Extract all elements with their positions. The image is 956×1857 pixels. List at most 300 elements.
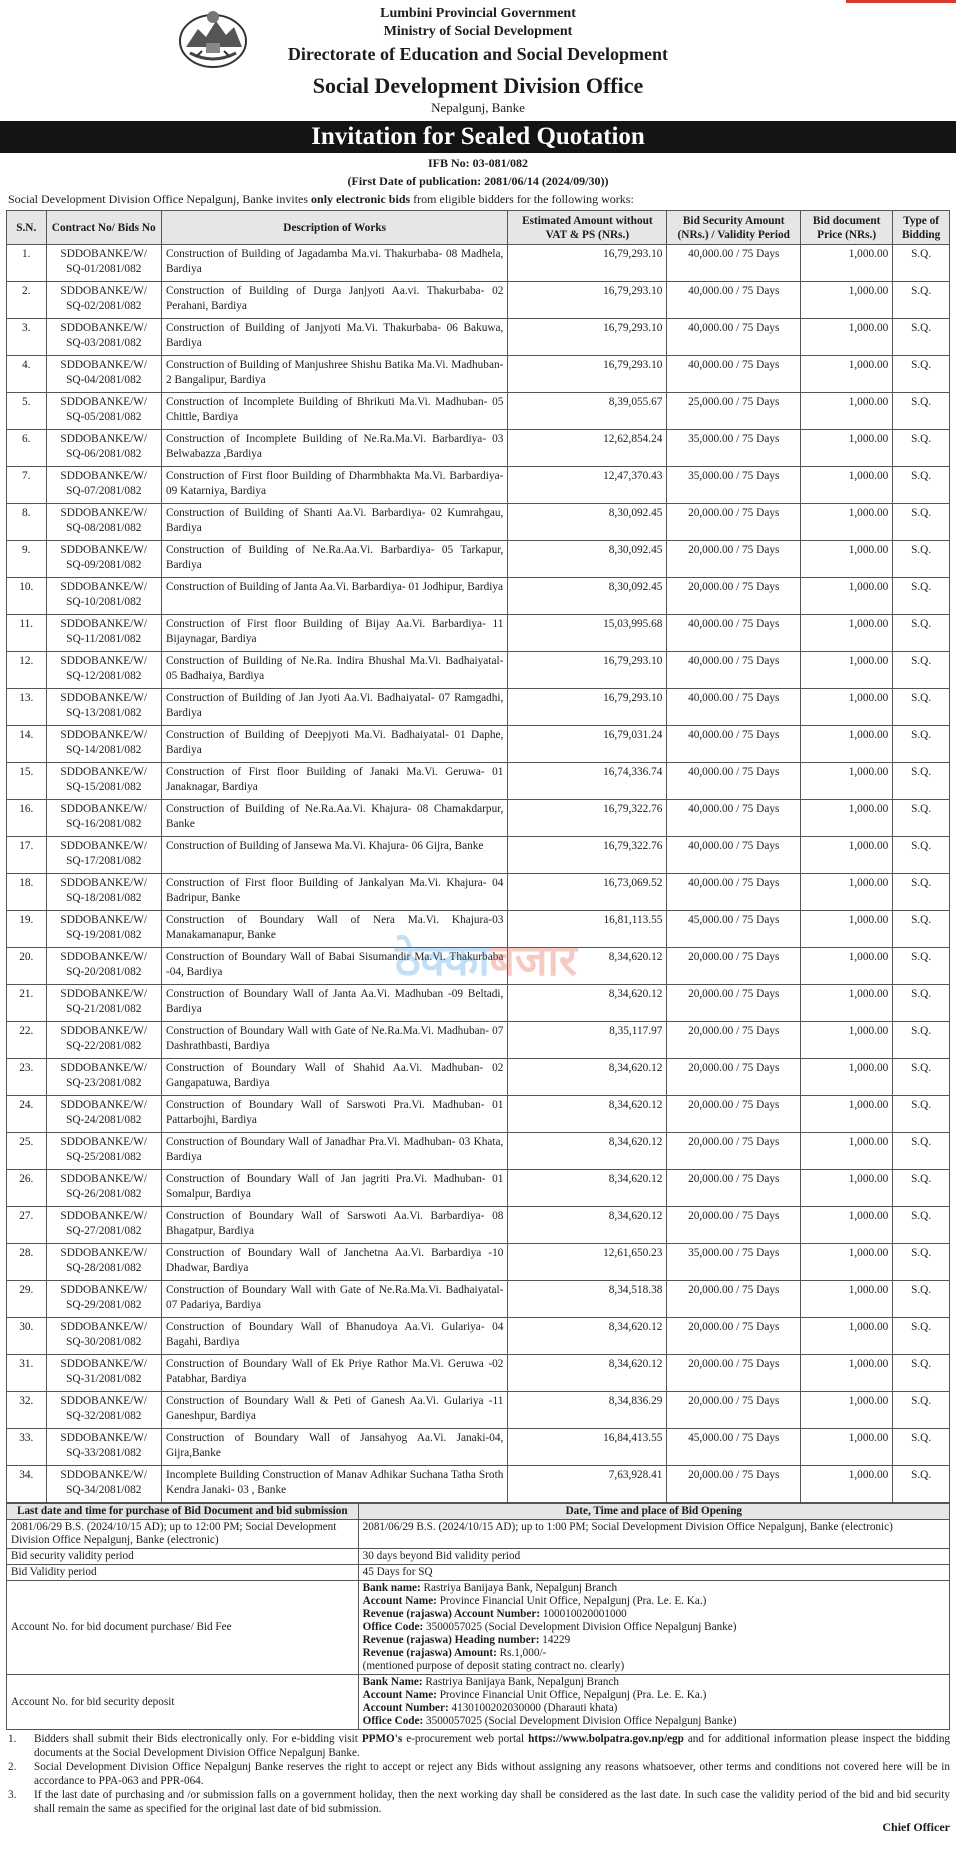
cell-amt: 8,39,055.67 [508,393,667,430]
intro-post: from eligible bidders for the following works: [410,192,634,206]
note-text [34,1732,950,1760]
table-row [7,467,950,504]
provincial-government: Lumbini Provincial Government [380,6,576,21]
cell-amt: 16,79,293.10 [508,356,667,393]
egp-link[interactable]: https://www.bolpatra.gov.np/egp [528,1733,684,1745]
account-line [363,1715,945,1728]
cell-desc: Construction of First floor Building of Janaki Ma.Vi. Geruwa- 01 Janaknagar, Bardiya [161,763,507,800]
cell-no: SDDOBANKE/W/ SQ-18/2081/082 [46,874,161,911]
cell-type: S.Q. [893,1244,950,1281]
cell-no: SDDOBANKE/W/ SQ-09/2081/082 [46,541,161,578]
cell-type: S.Q. [893,393,950,430]
cell-desc: Construction of Building of Shanti Aa.Vi. Barbardiya- 02 Kumrahgau, Bardiya [161,504,507,541]
cell-sn: 29. [7,1281,47,1318]
cell-price: 1,000.00 [801,726,893,763]
account-line-value: Rs.1,000/- [496,1647,547,1659]
cell-price: 1,000.00 [801,689,893,726]
cell-type: S.Q. [893,1059,950,1096]
cell-sn: 13. [7,689,47,726]
cell-sec: 20,000.00 / 75 Days [667,1133,801,1170]
cell-desc: Construction of Boundary Wall of Jansahyog Aa.Vi. Janaki-04, Gijra,Banke [161,1429,507,1466]
cell-sec: 40,000.00 / 75 Days [667,763,801,800]
cell-type: S.Q. [893,874,950,911]
note-fragment: Bidders shall submit their Bids electronically only. For e-bidding visit [34,1733,362,1745]
security-account-label: Account No. for bid security deposit [7,1675,359,1730]
table-row [7,1281,950,1318]
cell-desc: Construction of Building of Deepjyoti Ma.Vi. Badhaiyatal- 01 Daphe, Bardiya [161,726,507,763]
table-row [7,1466,950,1503]
cell-price: 1,000.00 [801,430,893,467]
cell-type: S.Q. [893,578,950,615]
account-line [363,1676,945,1689]
table-row [7,985,950,1022]
cell-price: 1,000.00 [801,467,893,504]
cell-amt: 8,34,836.29 [508,1392,667,1429]
office-name: Social Development Division Office [312,73,644,98]
cell-price: 1,000.00 [801,1170,893,1207]
cell-sec: 25,000.00 / 75 Days [667,393,801,430]
cell-sn: 31. [7,1355,47,1392]
account-line-key: Revenue (rajaswa) Amount: [362,1647,497,1659]
cell-amt: 16,84,413.55 [508,1429,667,1466]
cell-desc: Construction of Building of Manjushree Shishu Batika Ma.Vi. Madhuban- 2 Bangalipur, Bardiya [161,356,507,393]
cell-no: SDDOBANKE/W/ SQ-17/2081/082 [46,837,161,874]
account-line [363,1608,945,1621]
account-line-value: 100010020001000 [540,1608,627,1620]
cell-type: S.Q. [893,652,950,689]
ministry-name: Ministry of Social Development [383,24,573,39]
cell-price: 1,000.00 [801,763,893,800]
cell-price: 1,000.00 [801,1281,893,1318]
table-row [7,1355,950,1392]
submission-header: Last date and time for purchase of Bid Document and bid submission [7,1504,359,1520]
cell-type: S.Q. [893,911,950,948]
cell-amt: 8,34,620.12 [508,1059,667,1096]
table-row [7,1059,950,1096]
cell-price: 1,000.00 [801,356,893,393]
cell-amt: 16,79,031.24 [508,726,667,763]
cell-sec: 40,000.00 / 75 Days [667,282,801,319]
cell-amt: 16,79,293.10 [508,319,667,356]
table-row [7,1244,950,1281]
cell-sn: 7. [7,467,47,504]
cell-desc: Construction of Building of Jagadamba Ma.vi. Thakurbaba- 08 Madhela, Bardiya [161,245,507,282]
table-row [7,837,950,874]
header [6,0,950,121]
cell-price: 1,000.00 [801,874,893,911]
col-header: Type of Bidding [893,211,950,245]
cell-price: 1,000.00 [801,1133,893,1170]
cell-sec: 20,000.00 / 75 Days [667,504,801,541]
cell-sec: 35,000.00 / 75 Days [667,467,801,504]
cell-sec: 40,000.00 / 75 Days [667,874,801,911]
info-row [7,1520,950,1549]
table-row [7,282,950,319]
table-row [7,1133,950,1170]
table-row [7,652,950,689]
cell-type: S.Q. [893,430,950,467]
cell-desc: Construction of Boundary Wall with Gate of Ne.Ra.Ma.Vi. Badhaiyatal- 07 Padariya, Bardiya [161,1281,507,1318]
cell-sn: 32. [7,1392,47,1429]
cell-sn: 28. [7,1244,47,1281]
cell-amt: 16,79,293.10 [508,689,667,726]
note-text [34,1760,950,1788]
col-header: Description of Works [161,211,507,245]
cell-no: SDDOBANKE/W/ SQ-28/2081/082 [46,1244,161,1281]
intro-pre: Social Development Division Office Nepalgunj, Banke invites [8,192,312,206]
cell-sec: 40,000.00 / 75 Days [667,319,801,356]
table-row [7,1170,950,1207]
cell-sn: 11. [7,615,47,652]
notes-list [6,1732,950,1816]
cell-type: S.Q. [893,504,950,541]
table-row [7,504,950,541]
table-row [7,1392,950,1429]
cell-no: SDDOBANKE/W/ SQ-04/2081/082 [46,356,161,393]
table-row [7,1429,950,1466]
submission-deadline: 2081/06/29 B.S. (2024/10/15 AD); up to 12:00 PM; Social Development Division Office Nepalgunj, Banke (electronic) [7,1520,359,1549]
cell-desc: Incomplete Building Construction of Manav Adhikar Suchana Tatha Sroth Kendra Janaki- 03 , Banke [161,1466,507,1503]
cell-price: 1,000.00 [801,541,893,578]
cell-price: 1,000.00 [801,1355,893,1392]
cell-type: S.Q. [893,1096,950,1133]
cell-no: SDDOBANKE/W/ SQ-13/2081/082 [46,689,161,726]
cell-type: S.Q. [893,1170,950,1207]
cell-type: S.Q. [893,1133,950,1170]
cell-amt: 8,34,620.12 [508,1355,667,1392]
cell-price: 1,000.00 [801,615,893,652]
cell-no: SDDOBANKE/W/ SQ-23/2081/082 [46,1059,161,1096]
cell-sec: 20,000.00 / 75 Days [667,948,801,985]
col-header: Bid Security Amount (NRs.) / Validity Period [667,211,801,245]
cell-amt: 8,34,620.12 [508,1096,667,1133]
cell-amt: 16,79,293.10 [508,652,667,689]
account-line-key: Account Number: [362,1702,449,1714]
cell-price: 1,000.00 [801,1096,893,1133]
cell-amt: 16,79,293.10 [508,245,667,282]
cell-desc: Construction of Boundary Wall of Janta Aa.Vi. Madhuban -09 Beltadi, Bardiya [161,985,507,1022]
cell-desc: Construction of Building of Ne.Ra.Aa.Vi. Barbardiya- 05 Tarkapur, Bardiya [161,541,507,578]
cell-sn: 6. [7,430,47,467]
security-account-details [358,1675,949,1730]
cell-sec: 20,000.00 / 75 Days [667,1022,801,1059]
cell-desc: Construction of Boundary Wall of Ek Priye Rathor Ma.Vi. Geruwa -02 Patabhar, Bardiya [161,1355,507,1392]
account-line-value: Province Financial Unit Office, Nepalgunj (Pra. Le. E. Ka.) [436,1595,707,1607]
account-line [363,1634,945,1647]
cell-desc: Construction of Boundary Wall & Peti of Ganesh Aa.Vi. Gulariya -11 Ganeshpur, Bardiya [161,1392,507,1429]
cell-desc: Construction of Boundary Wall of Sarswoti Aa.Vi. Barbardiya- 08 Bhagatpur, Bardiya [161,1207,507,1244]
cell-sn: 33. [7,1429,47,1466]
cell-type: S.Q. [893,985,950,1022]
cell-sn: 16. [7,800,47,837]
cell-desc: Construction of Boundary Wall of Shahid Aa.Vi. Madhuban- 02 Gangapatuwa, Bardiya [161,1059,507,1096]
cell-price: 1,000.00 [801,837,893,874]
cell-amt: 8,34,620.12 [508,1207,667,1244]
cell-no: SDDOBANKE/W/ SQ-10/2081/082 [46,578,161,615]
table-row [7,541,950,578]
cell-price: 1,000.00 [801,652,893,689]
cell-no: SDDOBANKE/W/ SQ-22/2081/082 [46,1022,161,1059]
cell-sn: 8. [7,504,47,541]
account-line-value: (mentioned purpose of deposit stating contract no. clearly) [362,1660,625,1672]
cell-amt: 12,62,854.24 [508,430,667,467]
cell-sn: 18. [7,874,47,911]
table-row [7,319,950,356]
table-row [7,726,950,763]
cell-desc: Construction of Boundary Wall of Janchetna Aa.Vi. Barbardiya -10 Dhadwar, Bardiya [161,1244,507,1281]
cell-sn: 15. [7,763,47,800]
cell-amt: 8,34,620.12 [508,985,667,1022]
cell-desc: Construction of Boundary Wall of Sarswoti Pra.Vi. Madhuban- 01 Pattarbojhi, Bardiya [161,1096,507,1133]
cell-type: S.Q. [893,615,950,652]
cell-desc: Construction of Building of Ne.Ra.Aa.Vi. Khajura- 08 Chamakdarpur, Banke [161,800,507,837]
cell-sn: 21. [7,985,47,1022]
table-row [7,763,950,800]
signature: Chief Officer [882,1820,950,1834]
doc-account-details [358,1581,949,1675]
cell-price: 1,000.00 [801,1059,893,1096]
cell-amt: 16,74,336.74 [508,763,667,800]
security-validity-label: Bid security validity period [7,1549,359,1565]
watermark-part1: ठेक्का [395,935,490,986]
cell-sec: 40,000.00 / 75 Days [667,800,801,837]
cell-type: S.Q. [893,319,950,356]
cell-amt: 8,34,620.12 [508,1133,667,1170]
cell-amt: 8,34,620.12 [508,948,667,985]
cell-desc: Construction of Building of Janta Aa.Vi. Barbardiya- 01 Jodhipur, Bardiya [161,578,507,615]
cell-desc: Construction of Building of Durga Janjyoti Aa.vi. Thakurbaba- 02 Perahani, Bardiya [161,282,507,319]
cell-no: SDDOBANKE/W/ SQ-07/2081/082 [46,467,161,504]
cell-sec: 20,000.00 / 75 Days [667,1096,801,1133]
cell-no: SDDOBANKE/W/ SQ-14/2081/082 [46,726,161,763]
info-row [7,1565,950,1581]
cell-sn: 34. [7,1466,47,1503]
cell-sn: 27. [7,1207,47,1244]
cell-no: SDDOBANKE/W/ SQ-16/2081/082 [46,800,161,837]
cell-sec: 20,000.00 / 75 Days [667,541,801,578]
security-validity-value: 30 days beyond Bid validity period [358,1549,949,1565]
cell-desc: Construction of Boundary Wall of Janadhar Pra.Vi. Madhuban- 03 Khata, Bardiya [161,1133,507,1170]
cell-type: S.Q. [893,726,950,763]
col-header: Bid document Price (NRs.) [801,211,893,245]
table-row [7,911,950,948]
cell-no: SDDOBANKE/W/ SQ-30/2081/082 [46,1318,161,1355]
cell-no: SDDOBANKE/W/ SQ-31/2081/082 [46,1355,161,1392]
publication-date: (First Date of publication: 2081/06/14 (2024/09/30)) [347,174,609,188]
cell-amt: 8,30,092.45 [508,541,667,578]
cell-desc: Construction of Boundary Wall of Bhanudoya Aa.Vi. Gulariya- 04 Bagahi, Bardiya [161,1318,507,1355]
account-line-key: Account Name: [362,1689,437,1701]
cell-no: SDDOBANKE/W/ SQ-34/2081/082 [46,1466,161,1503]
cell-price: 1,000.00 [801,282,893,319]
cell-type: S.Q. [893,763,950,800]
account-line-key: Revenue (rajaswa) Account Number: [362,1608,541,1620]
account-line-key: Revenue (rajaswa) Heading number: [362,1634,540,1646]
note-fragment: PPMO's [361,1733,403,1745]
cell-sec: 20,000.00 / 75 Days [667,985,801,1022]
info-row [7,1675,950,1730]
cell-sec: 40,000.00 / 75 Days [667,689,801,726]
cell-price: 1,000.00 [801,245,893,282]
cell-no: SDDOBANKE/W/ SQ-08/2081/082 [46,504,161,541]
cell-price: 1,000.00 [801,1466,893,1503]
cell-sec: 40,000.00 / 75 Days [667,726,801,763]
cell-price: 1,000.00 [801,393,893,430]
table-row [7,1318,950,1355]
cell-amt: 16,79,322.76 [508,800,667,837]
cell-no: SDDOBANKE/W/ SQ-05/2081/082 [46,393,161,430]
account-line-value: 4130100202030000 (Dharauti khata) [448,1702,618,1714]
cell-sec: 20,000.00 / 75 Days [667,1318,801,1355]
account-line-key: Bank Name: [362,1676,423,1688]
cell-price: 1,000.00 [801,1022,893,1059]
cell-amt: 8,30,092.45 [508,578,667,615]
account-line [363,1689,945,1702]
table-row [7,689,950,726]
cell-desc: Construction of Incomplete Building of Bhrikuti Ma.Vi. Madhuban- 05 Chittle, Bardiya [161,393,507,430]
cell-sec: 20,000.00 / 75 Days [667,1466,801,1503]
account-line-value: Province Financial Unit Office, Nepalgunj (Pra. Le. E. Ka.) [436,1689,707,1701]
opening-time: 2081/06/29 B.S. (2024/10/15 AD); up to 1:00 PM; Social Development Division Office Nepalgunj, Banke (electronic) [358,1520,949,1549]
cell-sn: 22. [7,1022,47,1059]
table-row [7,1022,950,1059]
intro-bold: only electronic bids [311,192,411,206]
col-header: S.N. [7,211,47,245]
cell-desc: Construction of Building of Ne.Ra. Indira Bhushal Ma.Vi. Badhaiyatal- 05 Badhaiya, Bardiya [161,652,507,689]
note-fragment: and for additional information please inspect the bidding documents at the Social Development Division Office Nepalgunj Banke. [34,1733,951,1759]
cell-type: S.Q. [893,356,950,393]
cell-no: SDDOBANKE/W/ SQ-06/2081/082 [46,430,161,467]
cell-price: 1,000.00 [801,578,893,615]
cell-type: S.Q. [893,1466,950,1503]
table-row [7,615,950,652]
cell-type: S.Q. [893,837,950,874]
note-fragment: Social Development Division Office Nepalgunj Banke reserves the right to accept or reject any Bids without assigning any reasons whatsoever, other terms and conditions not covered here will be in accordance to PPA-063 and PPR-064. [34,1761,950,1787]
cell-no: SDDOBANKE/W/ SQ-32/2081/082 [46,1392,161,1429]
table-row [7,245,950,282]
col-header: Estimated Amount without VAT & PS (NRs.) [508,211,667,245]
table-row [7,874,950,911]
table-row [7,356,950,393]
cell-sec: 40,000.00 / 75 Days [667,615,801,652]
cell-price: 1,000.00 [801,948,893,985]
cell-price: 1,000.00 [801,985,893,1022]
cell-sn: 30. [7,1318,47,1355]
cell-no: SDDOBANKE/W/ SQ-25/2081/082 [46,1133,161,1170]
cell-sec: 45,000.00 / 75 Days [667,1429,801,1466]
cell-sn: 26. [7,1170,47,1207]
cell-sn: 10. [7,578,47,615]
table-header-row [7,211,950,245]
cell-amt: 12,47,370.43 [508,467,667,504]
cell-no: SDDOBANKE/W/ SQ-20/2081/082 [46,948,161,985]
note-number: 1. [8,1733,17,1745]
doc-account-label: Account No. for bid document purchase/ Bid Fee [7,1581,359,1675]
cell-price: 1,000.00 [801,1244,893,1281]
cell-amt: 8,34,518.38 [508,1281,667,1318]
cell-sec: 20,000.00 / 75 Days [667,1207,801,1244]
info-row [7,1581,950,1675]
cell-sn: 3. [7,319,47,356]
cell-type: S.Q. [893,1318,950,1355]
cell-no: SDDOBANKE/W/ SQ-11/2081/082 [46,615,161,652]
account-line [363,1621,945,1634]
cell-sec: 20,000.00 / 75 Days [667,1281,801,1318]
cell-desc: Construction of Building of Jansewa Ma.Vi. Khajura- 06 Gijra, Banke [161,837,507,874]
bid-validity-label: Bid Validity period [7,1565,359,1581]
account-line-key: Office Code: [362,1715,424,1727]
account-line-key: Bank name: [362,1582,421,1594]
table-row [7,430,950,467]
cell-amt: 16,79,293.10 [508,282,667,319]
note-text [34,1788,950,1816]
cell-sn: 4. [7,356,47,393]
cell-sec: 35,000.00 / 75 Days [667,1244,801,1281]
cell-no: SDDOBANKE/W/ SQ-29/2081/082 [46,1281,161,1318]
cell-price: 1,000.00 [801,1392,893,1429]
table-row [7,1207,950,1244]
note-fragment: If the last date of purchasing and /or submission falls on a government holiday, then the next working day shall be considered as the last date. In such case the validity period of the bid and bid security shall remain the same as specified for the original last date of bid submission. [34,1789,950,1815]
cell-sn: 20. [7,948,47,985]
account-line-value: 3500057025 (Social Development Division Office Nepalgunj Banke) [423,1621,737,1633]
opening-header: Date, Time and place of Bid Opening [358,1504,949,1520]
cell-type: S.Q. [893,1392,950,1429]
cell-sn: 1. [7,245,47,282]
page-title: Invitation for Sealed Quotation [0,121,956,153]
cell-type: S.Q. [893,689,950,726]
cell-sec: 20,000.00 / 75 Days [667,1059,801,1096]
cell-amt: 12,61,650.23 [508,1244,667,1281]
cell-no: SDDOBANKE/W/ SQ-02/2081/082 [46,282,161,319]
intro-text [8,192,950,207]
cell-desc: Construction of Incomplete Building of Ne.Ra.Ma.Vi. Barbardiya- 03 Belwabazza ,Bardiya [161,430,507,467]
cell-sec: 20,000.00 / 75 Days [667,1170,801,1207]
note-item [6,1788,950,1816]
bid-validity-value: 45 Days for SQ [358,1565,949,1581]
cell-type: S.Q. [893,541,950,578]
cell-no: SDDOBANKE/W/ SQ-24/2081/082 [46,1096,161,1133]
office-location: Nepalgunj, Banke [431,100,525,115]
cell-type: S.Q. [893,282,950,319]
watermark-part2: बजार [489,935,577,986]
works-table [6,210,950,1503]
cell-price: 1,000.00 [801,504,893,541]
info-header-row [7,1504,950,1520]
cell-amt: 8,34,620.12 [508,1170,667,1207]
cell-sn: 5. [7,393,47,430]
note-number: 2. [8,1761,17,1773]
cell-price: 1,000.00 [801,319,893,356]
cell-desc: Construction of First floor Building of Bijay Aa.Vi. Barbardiya- 11 Bijaynagar, Bardiya [161,615,507,652]
cell-no: SDDOBANKE/W/ SQ-15/2081/082 [46,763,161,800]
cell-price: 1,000.00 [801,1429,893,1466]
cell-sn: 2. [7,282,47,319]
cell-type: S.Q. [893,1355,950,1392]
cell-price: 1,000.00 [801,911,893,948]
cell-desc: Construction of Boundary Wall of Babai Sisumandir Ma.Vi. Thakurbaba -04, Bardiya [161,948,507,985]
account-line [363,1595,945,1608]
account-line [363,1582,945,1595]
cell-no: SDDOBANKE/W/ SQ-19/2081/082 [46,911,161,948]
cell-sn: 12. [7,652,47,689]
note-number: 3. [8,1789,17,1801]
table-row [7,578,950,615]
cell-amt: 7,63,928.41 [508,1466,667,1503]
works-table-body [7,245,950,1503]
table-row [7,948,950,985]
cell-amt: 16,81,113.55 [508,911,667,948]
note-fragment: e-procurement web portal [402,1733,529,1745]
